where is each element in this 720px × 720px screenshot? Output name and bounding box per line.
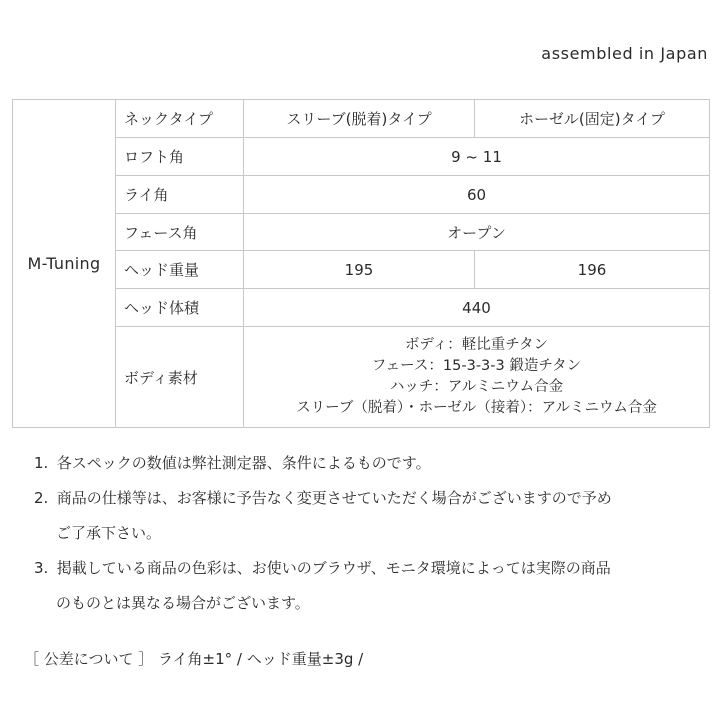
label-head-weight: ヘッド重量: [116, 251, 244, 289]
value-head-volume: 440: [244, 289, 710, 327]
material-body: ボディ：軽比重チタン: [404, 337, 549, 353]
note-number: 1.: [34, 454, 49, 472]
material-sleeve-hosel: スリーブ（脱着）・ホーゼル（接着）：アルミニウム合金: [296, 400, 657, 416]
row-head-volume: [13, 289, 710, 327]
note-item: [34, 481, 706, 551]
note-text: 各スペックの数値は弊社測定器、条件によるものです。: [56, 454, 431, 472]
label-neck-type: ネックタイプ: [116, 100, 244, 138]
label-head-volume: ヘッド体積: [116, 289, 244, 327]
neck-type-sleeve: スリーブ(脱着)タイプ: [244, 100, 475, 138]
note-number: 3.: [34, 559, 49, 577]
label-loft: ロフト角: [116, 138, 244, 176]
neck-type-hosel: ホーゼル(固定)タイプ: [475, 100, 710, 138]
value-body-material: [244, 327, 710, 428]
note-item: [34, 551, 706, 621]
note-text: 掲載している商品の色彩は、お使いのブラウザ、モニタ環境によっては実際の商品: [56, 559, 611, 577]
value-loft: 9 ~ 11: [244, 138, 710, 176]
note-text-continued: ご了承下さい。: [56, 524, 162, 542]
material-face: フェース：15-3-3-3 鍛造チタン: [371, 358, 582, 374]
note-text-continued: のものとは異なる場合がございます。: [56, 594, 310, 612]
value-head-weight-hosel: 196: [475, 251, 710, 289]
row-loft: [13, 138, 710, 176]
tolerance-note: ［ 公差について ］ ライ角±1° / ヘッド重量±3g /: [24, 650, 364, 668]
notes-list: [34, 446, 706, 621]
label-face-angle: フェース角: [116, 214, 244, 251]
row-lie: [13, 176, 710, 214]
value-lie: 60: [244, 176, 710, 214]
value-head-weight-sleeve: 195: [244, 251, 475, 289]
spec-table: [12, 99, 710, 428]
label-lie: ライ角: [116, 176, 244, 214]
row-face-angle: [13, 214, 710, 251]
row-neck-type: [13, 100, 710, 138]
note-number: 2.: [34, 489, 49, 507]
material-hatch: ハッチ：アルミニウム合金: [389, 379, 564, 395]
note-text: 商品の仕様等は、お客様に予告なく変更させていただく場合がございますので予め: [56, 489, 612, 507]
row-head-weight: [13, 251, 710, 289]
note-item: [34, 446, 706, 481]
assembled-note: assembled in Japan: [541, 44, 708, 63]
value-face-angle: オープン: [244, 214, 710, 251]
label-body-material: ボディ素材: [116, 327, 244, 428]
model-name: M-Tuning: [13, 100, 116, 428]
row-body-material: [13, 327, 710, 428]
